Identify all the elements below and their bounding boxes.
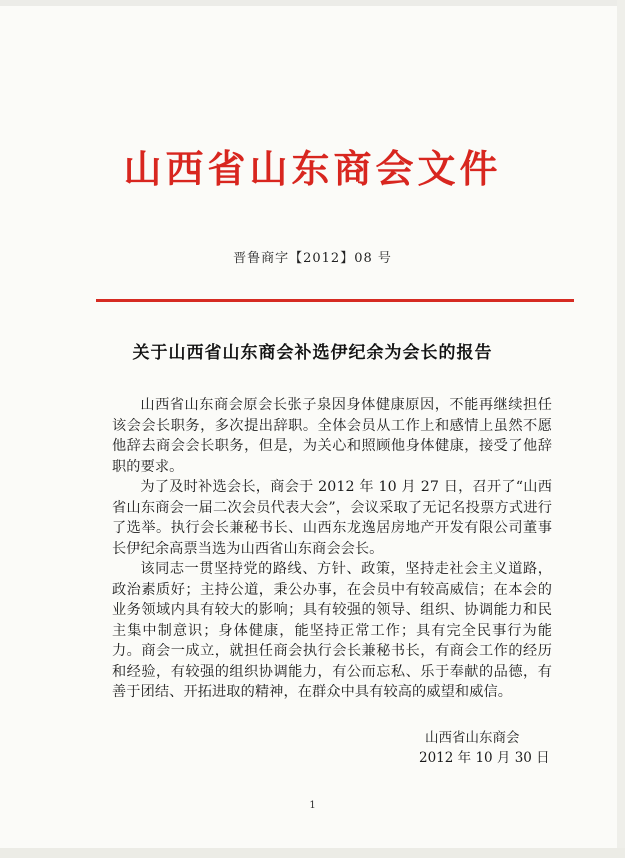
body-paragraph-2: 为了及时补选会长，商会于 2012 年 10 月 27 日，召开了“山西省山东商会一届二次会员代表大会”，会议采取了无记名投票方式进行了选举。执行会长兼秘书长、山西东龙逸居房地产开发有限公司董事长伊纪余高票当选为山西省山东商会会长。 — [112, 479, 552, 557]
scan-edge-right — [617, 0, 625, 858]
page-number: 1 — [309, 800, 316, 811]
scan-edge-top — [0, 0, 625, 6]
signature-block — [400, 728, 560, 768]
signature-date: 2012 年 10 月 30 日 — [419, 750, 550, 766]
red-divider-rule — [96, 299, 574, 302]
report-title: 关于山西省山东商会补选伊纪余为会长的报告 — [132, 343, 493, 363]
body-paragraph-1: 山西省山东商会原会长张子泉因身体健康原因，不能再继续担任该会会长职务，多次提出辞职。全体会员从工作上和感情上虽然不愿他辞去商会会长职务，但是，为关心和照顾他身体健康，接受了他辞职的要求。 — [112, 397, 552, 475]
scan-edge-bottom — [0, 848, 625, 858]
org-title: 山西省山东商会文件 — [123, 146, 502, 191]
body-paragraph-3: 该同志一贯坚持党的路线、方针、政策，坚持走社会主义道路，政治素质好；主持公道，秉公办事，在会员中有较高威信；在本会的业务领域内具有较大的影响；具有较强的领导、组织、协调能力和民主集中制意识；身体健康，能坚持正常工作；具有完全民事行为能力。商会一成立，就担任商会执行会长兼秘书长，有商会工作的经历和经验，有较强的组织协调能力，有公而忘私、乐于奉献的品德，有善于团结、开拓进取的精神，在群众中具有较高的威望和威信。 — [112, 561, 552, 700]
document-number: 晋鲁商字【2012】08 号 — [233, 251, 392, 266]
signature-org: 山西省山东商会 — [425, 730, 520, 746]
report-body — [112, 395, 552, 703]
